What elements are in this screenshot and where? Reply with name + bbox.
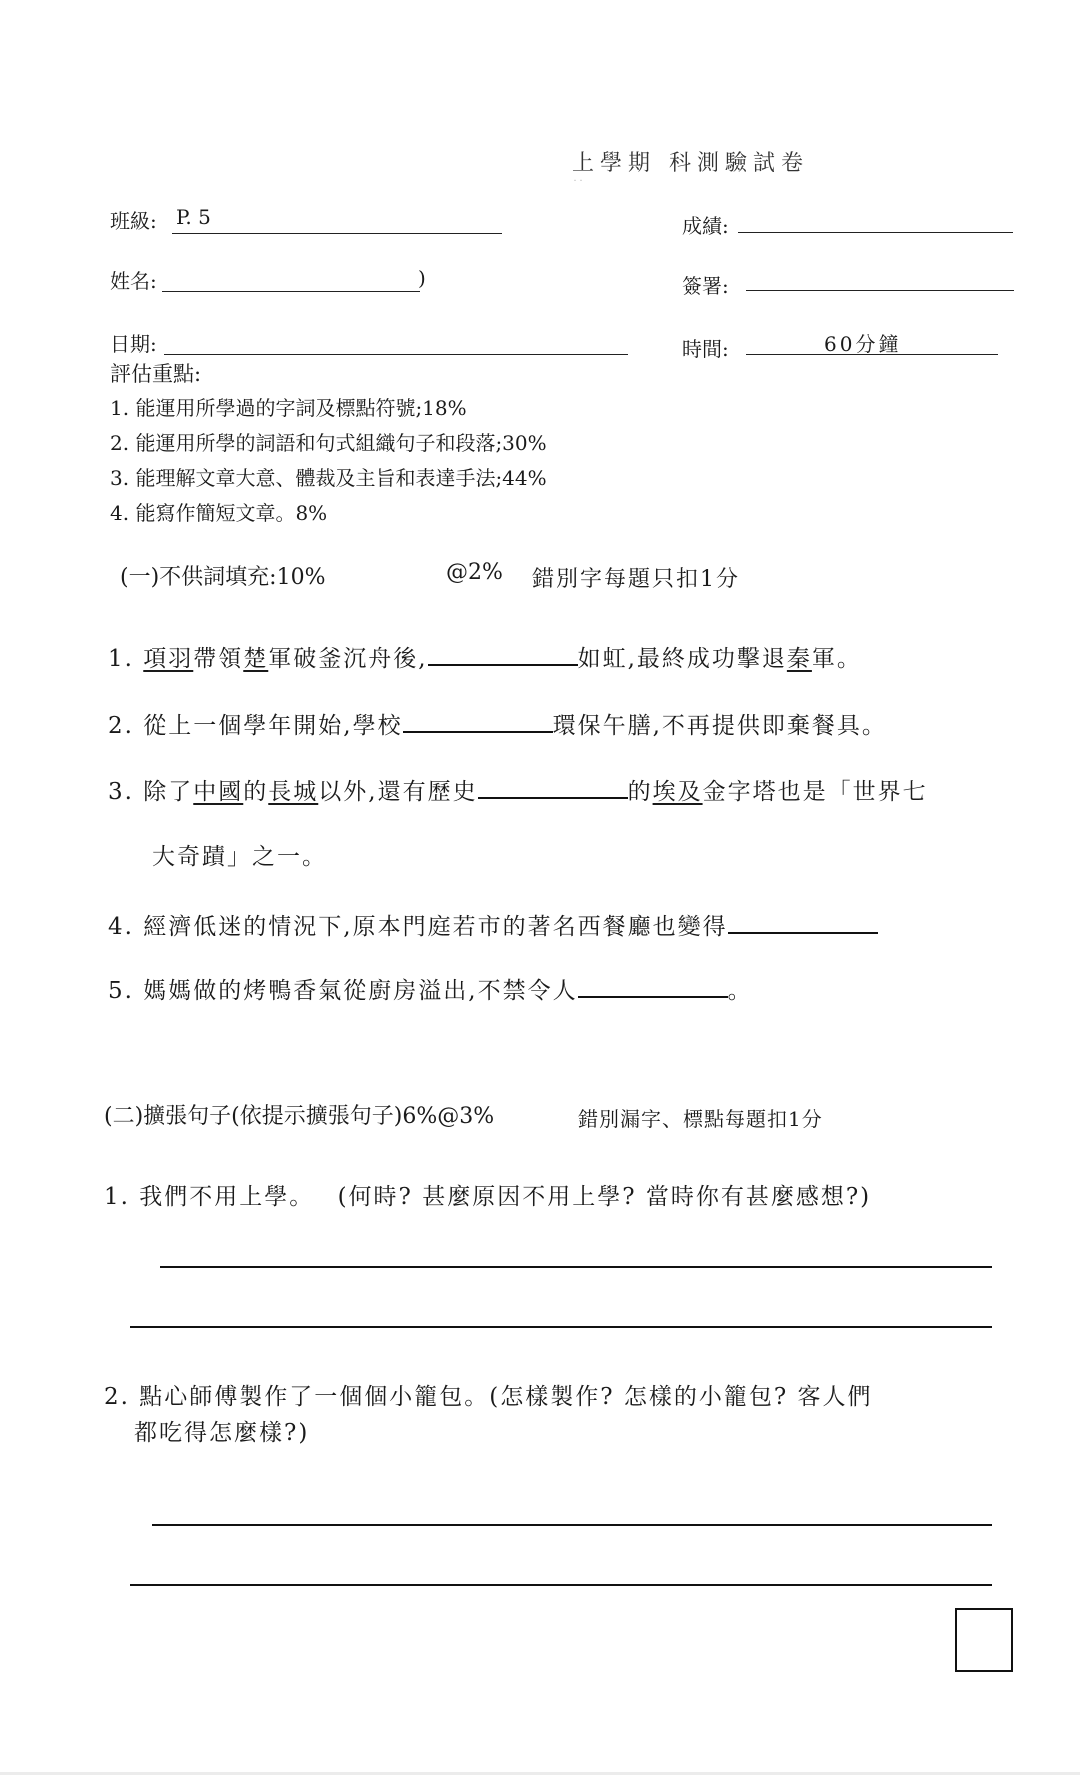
section2-note: 錯別漏字、標點每題扣1分 xyxy=(578,1107,823,1131)
proper-noun: 埃及 xyxy=(652,779,703,805)
fill-question-2 xyxy=(108,707,887,740)
fill-question-5 xyxy=(108,972,753,1005)
question-text: 1. 我們不用上學。 xyxy=(104,1184,315,1210)
date-field[interactable] xyxy=(164,328,628,355)
question-hint: (怎樣製作? 怎樣的小籠包? 客人們 xyxy=(489,1384,873,1410)
fill-question-4 xyxy=(108,908,878,941)
expand-question-2 xyxy=(104,1378,873,1411)
answer-blank[interactable] xyxy=(403,709,553,733)
exam-title: 上學期 科測驗試卷 xyxy=(572,151,809,176)
time-label: 時間: xyxy=(682,337,729,361)
answer-line[interactable] xyxy=(130,1584,992,1586)
criteria-item: 2. 能運用所學的詞語和句式組織句子和段落;30% xyxy=(110,431,547,455)
criteria-item: 3. 能理解文章大意、體裁及主旨和表達手法;44% xyxy=(110,466,547,490)
score-box[interactable] xyxy=(955,1608,1013,1672)
question-text: 以外,還有歷史 xyxy=(318,779,478,805)
scan-noise: ˙˙ xyxy=(572,178,584,192)
score-field[interactable] xyxy=(738,206,1013,233)
criteria-item: 1. 能運用所學過的字詞及標點符號;18% xyxy=(110,396,467,420)
class-field[interactable] xyxy=(172,207,502,234)
proper-noun: 中國 xyxy=(193,779,244,805)
answer-line[interactable] xyxy=(152,1524,992,1526)
question-text: 軍破釜沉舟後, xyxy=(268,646,428,672)
question-text: 帶領 xyxy=(193,646,244,672)
signature-field[interactable] xyxy=(746,264,1014,291)
fill-question-3-cont: 大奇蹟」之一。 xyxy=(152,844,327,870)
name-field[interactable] xyxy=(162,265,420,292)
section1-points: @2% xyxy=(446,560,503,585)
question-text: 從上一個學年開始,學校 xyxy=(143,713,403,739)
proper-noun: 項羽 xyxy=(143,646,194,672)
question-text: 如虹,最終成功擊退 xyxy=(577,646,787,672)
question-text: 媽媽做的烤鴨香氣從廚房溢出,不禁令人 xyxy=(143,978,578,1004)
name-label: 姓名: xyxy=(110,269,157,293)
answer-blank[interactable] xyxy=(578,974,728,998)
section1-note: 錯別字每題只扣1分 xyxy=(532,567,740,592)
question-text: 2. 點心師傅製作了一個個小籠包。 xyxy=(104,1384,490,1410)
question-number: 5. xyxy=(108,978,134,1004)
question-text: 的 xyxy=(243,779,269,805)
question-text: 除了 xyxy=(143,779,194,805)
proper-noun: 秦 xyxy=(786,646,812,672)
class-value: P. 5 xyxy=(176,205,211,229)
answer-line[interactable] xyxy=(160,1266,992,1268)
class-label: 班級: xyxy=(110,209,157,233)
question-hint-cont: 都吃得怎麼樣?) xyxy=(134,1420,310,1446)
scan-edge xyxy=(0,1772,1080,1775)
section2-heading: (二)擴張句子(依提示擴張句子)6%@3% xyxy=(104,1104,495,1129)
fill-question-3 xyxy=(108,773,928,806)
answer-blank[interactable] xyxy=(728,910,878,934)
question-number: 4. xyxy=(108,914,134,940)
answer-blank[interactable] xyxy=(428,642,578,666)
question-text: 經濟低迷的情況下,原本門庭若市的著名西餐廳也變得 xyxy=(143,914,728,940)
name-paren: ) xyxy=(418,266,426,290)
question-hint: (何時? 甚麼原因不用上學? 當時你有甚麼感想?) xyxy=(337,1184,872,1210)
question-number: 3. xyxy=(108,779,134,805)
expand-question-1 xyxy=(104,1178,871,1211)
question-text: 。 xyxy=(727,978,753,1004)
fill-question-1 xyxy=(108,640,862,673)
section1-heading: (一)不供詞填充:10% xyxy=(120,565,326,590)
signature-label: 簽署: xyxy=(682,274,729,298)
answer-line[interactable] xyxy=(130,1326,992,1328)
proper-noun: 楚 xyxy=(243,646,269,672)
question-text: 環保午膳,不再提供即棄餐具。 xyxy=(552,713,887,739)
score-label: 成績: xyxy=(682,214,729,238)
question-text: 軍。 xyxy=(811,646,862,672)
question-number: 1. xyxy=(108,646,134,672)
question-text: 的 xyxy=(627,779,653,805)
time-value: 60分鐘 xyxy=(824,332,902,356)
question-number: 2. xyxy=(108,713,134,739)
criteria-heading: 評估重點: xyxy=(110,362,202,386)
question-text: 金字塔也是「世界七 xyxy=(702,779,928,805)
date-label: 日期: xyxy=(110,332,157,356)
proper-noun: 長城 xyxy=(268,779,319,805)
criteria-item: 4. 能寫作簡短文章。8% xyxy=(110,501,328,525)
answer-blank[interactable] xyxy=(478,775,628,799)
